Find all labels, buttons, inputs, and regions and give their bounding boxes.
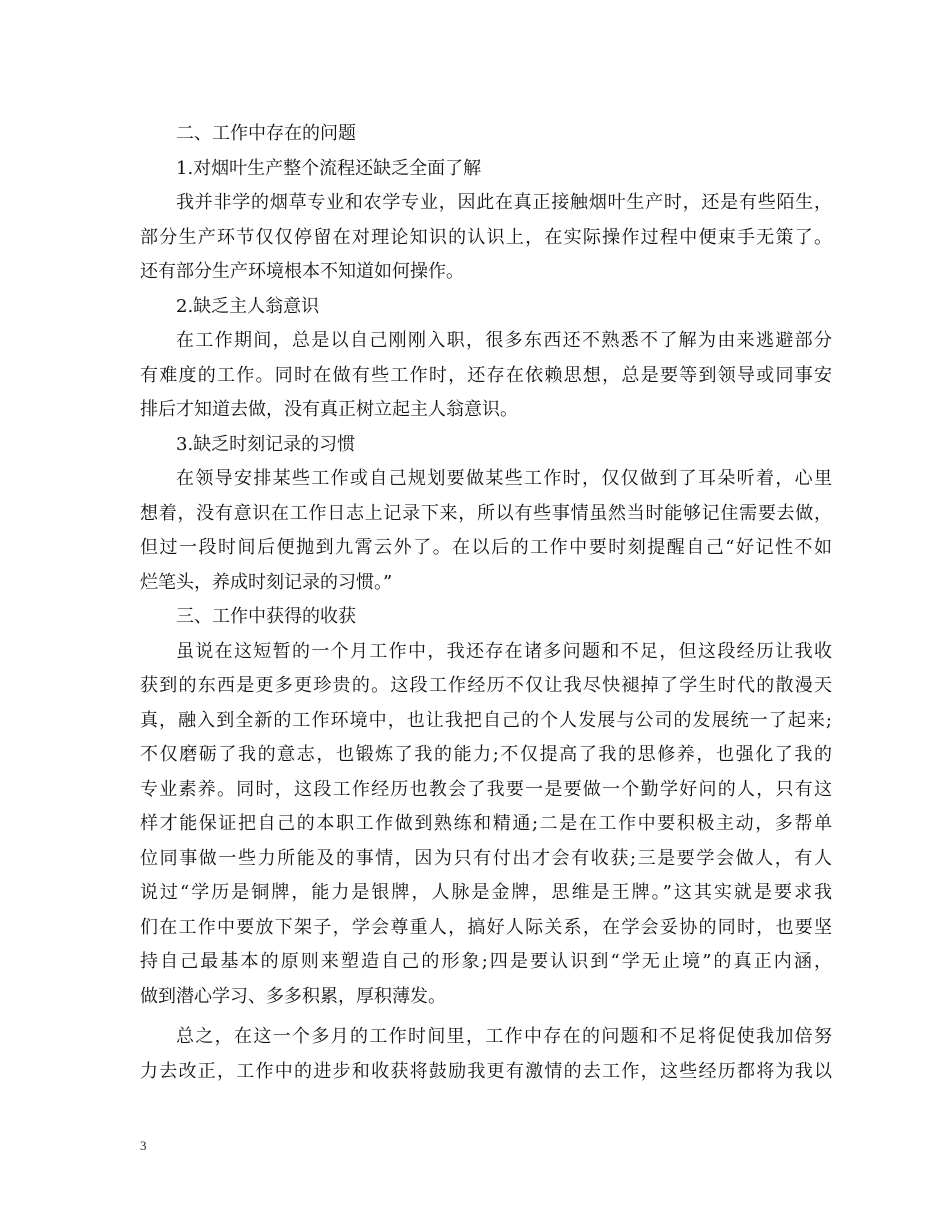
paragraph-line: 总之，在这一个多月的工作时间里，工作中存在的问题和不足将促使我加倍努 (176, 1026, 832, 1047)
paragraph-line: 们在工作中要放下架子，学会尊重人，搞好人际关系，在学会妥协的同时，也要坚 (140, 916, 832, 938)
paragraph-line: 还有部分生产环境根本不知道如何操作。 (140, 261, 464, 282)
paragraph-line: 样才能保证把自己的本职工作做到熟练和精通;二是在工作中要积极主动，多帮单 (140, 813, 832, 834)
section-heading: 二、工作中存在的问题 (176, 123, 356, 144)
subsection-heading: 3.缺乏时刻记录的习惯 (176, 433, 356, 455)
subsection-heading: 2.缺乏主人翁意识 (176, 295, 320, 317)
paragraph-line: 力去改正，工作中的进步和收获将鼓励我更有激情的去工作，这些经历都将为我以 (140, 1060, 832, 1082)
page-number: 3 (140, 1138, 147, 1153)
paragraph-line: 部分生产环节仅仅停留在对理论知识的认识上，在实际操作过程中便束手无策了。 (140, 226, 832, 248)
paragraph-line: 烂笔头，养成时刻记录的习惯。” (140, 571, 393, 593)
paragraph-line: 说过“学历是铜牌，能力是银牌，人脉是金牌，思维是王牌。”这其实就是要求我 (140, 882, 832, 903)
paragraph-line: 虽说在这短暂的一个月工作中，我还存在诸多问题和不足，但这段经历让我收 (176, 640, 832, 662)
paragraph-line: 在工作期间，总是以自己刚刚入职，很多东西还不熟悉不了解为由来逃避部分 (176, 330, 832, 351)
paragraph-line: 有难度的工作。同时在做有些工作时，还存在依赖思想，总是要等到领导或同事安 (140, 364, 832, 386)
paragraph-line: 不仅磨砺了我的意志，也锻炼了我的能力;不仅提高了我的思修养，也强化了我的 (140, 744, 832, 765)
paragraph-line: 但过一段时间后便抛到九霄云外了。在以后的工作中要时刻提醒自己“好记性不如 (140, 537, 832, 558)
paragraph-line: 真，融入到全新的工作环境中，也让我把自己的个人发展与公司的发展统一了起来; (140, 709, 832, 731)
paragraph-line: 想着，没有意识在工作日志上记录下来，所以有些事情虽然当时能够记住需要去做， (140, 502, 832, 524)
subsection-heading: 1.对烟叶生产整个流程还缺乏全面了解 (176, 157, 482, 179)
paragraph-line: 做到潜心学习、多多积累，厚积薄发。 (140, 985, 446, 1007)
paragraph-line: 我并非学的烟草专业和农学专业，因此在真正接触烟叶生产时，还是有些陌生， (176, 192, 832, 213)
section-heading: 三、工作中获得的收获 (176, 606, 356, 627)
paragraph-line: 在领导安排某些工作或自己规划要做某些工作时，仅仅做到了耳朵听着，心里 (176, 468, 832, 489)
paragraph-line: 排后才知道去做，没有真正树立起主人翁意识。 (140, 399, 518, 420)
paragraph-line: 获到的东西是更多更珍贵的。这段工作经历不仅让我尽快褪掉了学生时代的散漫天 (140, 675, 832, 696)
document-body (140, 117, 832, 1089)
paragraph-line: 持自己最基本的原则来塑造自己的形象;四是要认识到“学无止境”的真正内涵， (140, 951, 832, 972)
paragraph-line: 位同事做一些力所能及的事情，因为只有付出才会有收获;三是要学会做人，有人 (140, 847, 832, 869)
paragraph-line: 专业素养。同时，这段工作经历也教会了我要一是要做一个勤学好问的人，只有这 (140, 778, 832, 800)
